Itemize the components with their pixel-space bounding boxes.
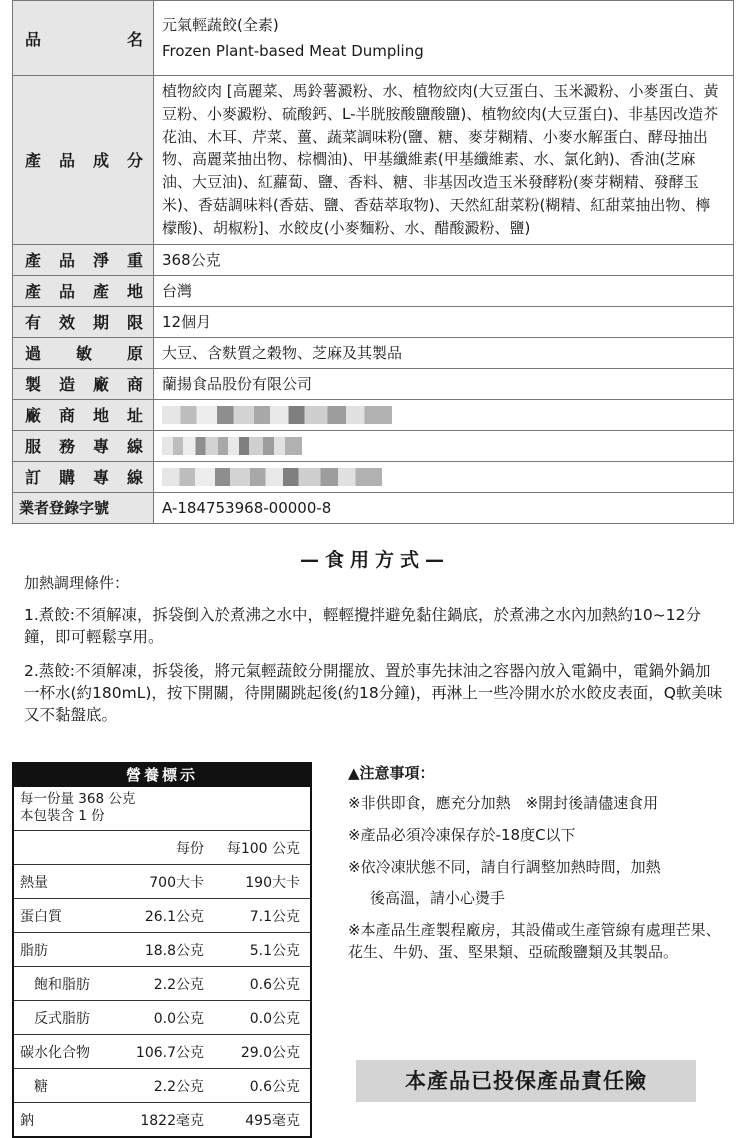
- nutrient-per-100g: 0.6公克: [249, 1078, 300, 1095]
- nutrient-per-100g: 29.0公克: [240, 1044, 300, 1061]
- nutrition-table: [12, 762, 312, 1138]
- nutrition-col-per-100g: 每100 公克: [226, 840, 300, 857]
- redacted-mosaic: [162, 406, 392, 424]
- value-service-line-redacted: [154, 430, 734, 461]
- label-manufacturer: 製造廠商: [13, 368, 154, 399]
- row-allergen: [13, 337, 734, 368]
- label-service-line: 服務專線: [13, 430, 154, 461]
- value-origin: 台灣: [154, 275, 734, 306]
- nutrition-row: [14, 1001, 310, 1035]
- label-allergen: 過敏原: [13, 337, 154, 368]
- product-info-table: [12, 0, 734, 524]
- servings-per-package: 本包裝含 1 份: [20, 808, 105, 824]
- note-item: [348, 856, 733, 909]
- row-service-line: [13, 430, 734, 461]
- row-registration: [13, 492, 734, 523]
- label-order-line: 訂購專線: [13, 461, 154, 492]
- nutrition-row: [14, 967, 310, 1001]
- row-manufacturer: [13, 368, 734, 399]
- row-shelf-life: [13, 306, 734, 337]
- nutrient-per-serving: 106.7公克: [135, 1044, 204, 1061]
- nutrition-row: [14, 933, 310, 967]
- label-product-name: 品 名: [13, 1, 154, 76]
- row-address: [13, 399, 734, 430]
- nutrient-name: 脂肪: [20, 942, 48, 959]
- nutrient-name: 熱量: [20, 874, 48, 891]
- note-item: ※產品必須冷凍保存於-18度C以下: [348, 826, 576, 844]
- note-item: ※本產品生產製程廠房，其設備或生產管線有處理芒果、花生、牛奶、蛋、堅果類、亞硫酸鹽類及其製品。: [348, 921, 721, 961]
- row-product-name: [13, 1, 734, 76]
- usage-subtitle: 加熱調理條件：: [24, 574, 130, 592]
- usage-title: —食用方式—: [299, 549, 450, 571]
- value-shelf-life: 12個月: [154, 306, 734, 337]
- nutrient-per-100g: 5.1公克: [249, 942, 300, 959]
- nutrition-title: 營養標示: [14, 764, 310, 787]
- nutrient-name: 反式脂肪: [34, 1010, 90, 1027]
- label-address: 廠商地址: [13, 399, 154, 430]
- nutrition-header: [14, 831, 310, 865]
- insurance-banner: 本產品已投保產品責任險: [356, 1060, 696, 1102]
- serving-size: 每一份量 368 公克: [20, 791, 136, 807]
- note-text: ※依冷凍狀態不同，請自行調整加熱時間，加熱: [348, 858, 661, 876]
- row-order-line: [13, 461, 734, 492]
- nutrient-name: 飽和脂肪: [34, 976, 90, 993]
- label-shelf-life: 有效期限: [13, 306, 154, 337]
- label-registration: 業者登錄字號: [13, 492, 154, 523]
- nutrient-per-100g: 0.6公克: [249, 976, 300, 993]
- row-origin: [13, 275, 734, 306]
- note-item: ※非供即食，應充分加熱 ※開封後請儘速食用: [348, 794, 659, 812]
- product-name-zh: 元氣輕蔬餃(全素): [162, 16, 279, 34]
- usage-step-boil: 1.煮餃:不須解凍，拆袋倒入於煮沸之水中，輕輕攪拌避免黏住鍋底，於煮沸之水內加熱約10~12分鐘，即可輕鬆享用。: [24, 606, 701, 646]
- nutrient-per-serving: 2.2公克: [153, 1078, 204, 1095]
- nutrition-col-per-serving: 每份: [176, 840, 204, 857]
- value-allergen: 大豆、含麩質之穀物、芝麻及其製品: [154, 337, 734, 368]
- nutrient-per-serving: 0.0公克: [153, 1010, 204, 1027]
- nutrition-row: [14, 1069, 310, 1103]
- nutrient-per-serving: 18.8公克: [144, 942, 204, 959]
- nutrient-per-serving: 26.1公克: [144, 908, 204, 925]
- redacted-mosaic: [162, 437, 302, 455]
- nutrient-per-serving: 700大卡: [149, 874, 204, 891]
- label-origin: 產品產地: [13, 275, 154, 306]
- nutrition-row: [14, 865, 310, 899]
- value-manufacturer: 蘭揚食品股份有限公司: [154, 368, 734, 399]
- nutrition-row: [14, 1103, 310, 1136]
- redacted-mosaic: [162, 468, 382, 486]
- value-ingredients: 植物絞肉 [高麗菜、馬鈴薯澱粉、水、植物絞肉(大豆蛋白、玉米澱粉、小麥蛋白、黃豆粉、小麥澱粉、硫酸鈣、L-半胱胺酸鹽酸鹽)、植物絞肉(大豆蛋白)、非基因改造芥花油、木耳、芹菜、薑、蔬菜調味粉(鹽、糖、麥芽糊精、小麥水解蛋白、酵母抽出物、高麗菜抽出物、棕櫚油)、甲基纖維素(甲基纖維素、水、氯化鈉)、香油(芝麻油、大豆油)、紅蘿蔔、鹽、香料、糖、非基因改造玉米發酵粉(麥芽糊精、發酵玉米)、香菇調味料(香菇、鹽、香菇萃取物)、天然紅甜菜粉(糊精、紅甜菜抽出物、檸檬酸)、胡椒粉]、水餃皮(小麥麵粉、水、醋酸澱粉、鹽): [154, 76, 734, 245]
- nutrient-per-100g: 495毫克: [245, 1112, 300, 1129]
- nutrient-per-serving: 2.2公克: [153, 976, 204, 993]
- nutrient-name: 蛋白質: [20, 908, 62, 925]
- nutrient-per-serving: 1822毫克: [140, 1112, 204, 1129]
- nutrient-per-100g: 190大卡: [245, 874, 300, 891]
- nutrient-name: 糖: [34, 1078, 48, 1095]
- product-name-en: Frozen Plant-based Meat Dumpling: [162, 42, 424, 60]
- label-net-weight: 產品淨重: [13, 244, 154, 275]
- nutrition-row: [14, 1035, 310, 1069]
- nutrition-serving: [14, 787, 310, 831]
- nutrient-per-100g: 7.1公克: [249, 908, 300, 925]
- note-text-continued: 後高溫，請小心燙手: [370, 889, 506, 907]
- nutrient-per-100g: 0.0公克: [249, 1010, 300, 1027]
- row-ingredients: [13, 76, 734, 245]
- nutrition-row: [14, 899, 310, 933]
- value-registration: A-184753968-00000-8: [154, 492, 734, 523]
- notes-section: [348, 762, 733, 973]
- value-net-weight: 368公克: [154, 244, 734, 275]
- row-net-weight: [13, 244, 734, 275]
- nutrient-name: 碳水化合物: [20, 1044, 90, 1061]
- label-ingredients: 產品成分: [13, 76, 154, 245]
- value-address-redacted: [154, 399, 734, 430]
- nutrient-name: 鈉: [20, 1112, 34, 1129]
- value-product-name: [154, 1, 734, 76]
- value-order-line-redacted: [154, 461, 734, 492]
- notes-title: ▲注意事項：: [348, 764, 435, 782]
- usage-step-steam: 2.蒸餃:不須解凍，拆袋後，將元氣輕蔬餃分開擺放、置於事先抹油之容器內放入電鍋中，電鍋外鍋加一杯水(約180mL)，按下開關，待開關跳起後(約18分鐘)，再淋上一些冷開水於水餃皮表面，Q軟美味又不黏盤底。: [24, 662, 723, 724]
